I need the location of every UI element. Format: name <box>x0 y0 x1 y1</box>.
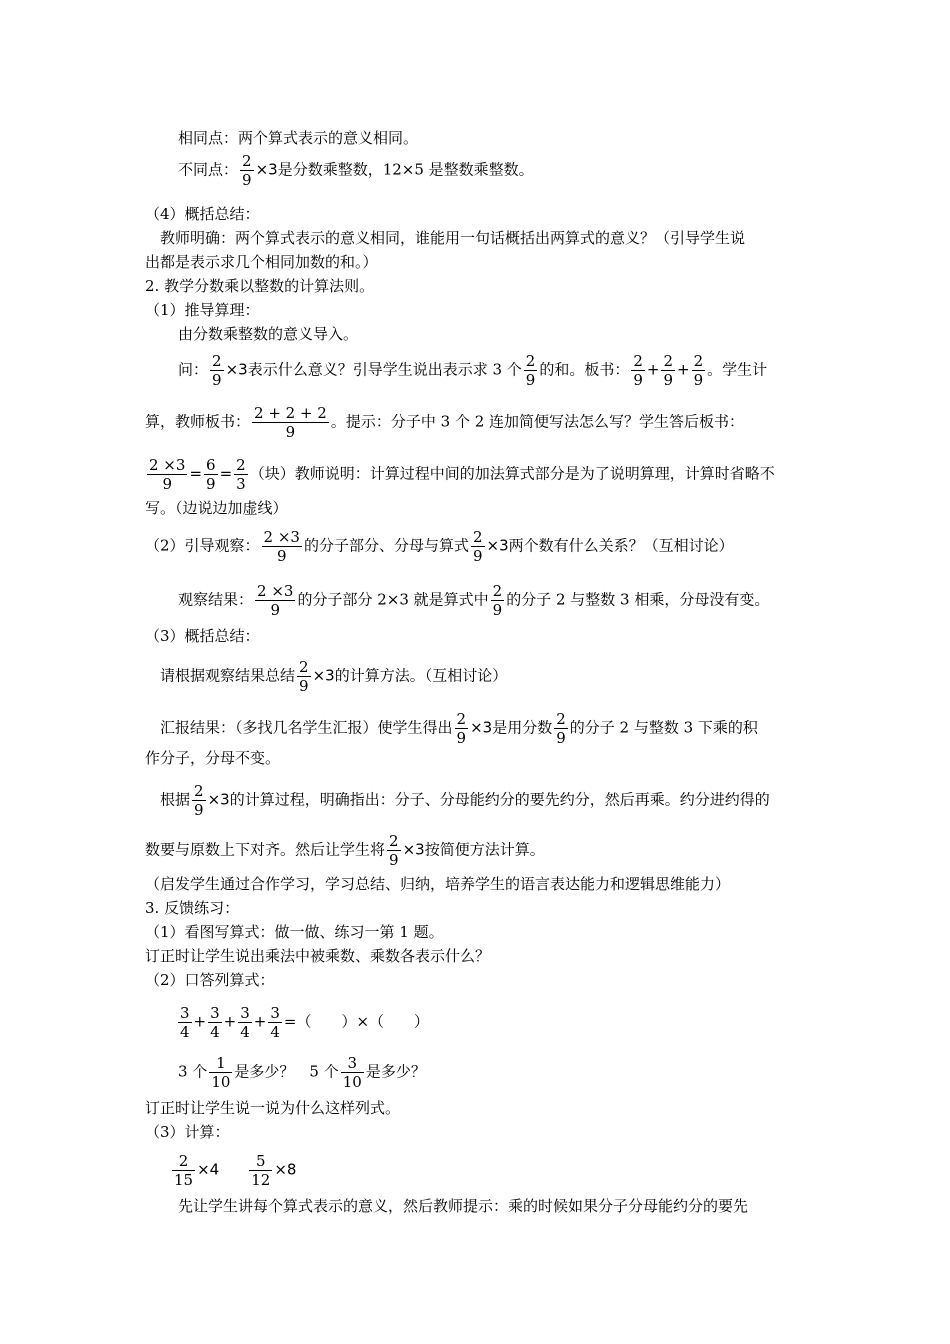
fraction: $\frac{3}{4}$ <box>270 1004 280 1041</box>
paragraph-line: 教师明确：两个算式表示的意义相同，谁能用一句话概括出两算式的意义？（引导学生说 <box>160 229 746 247</box>
fraction: $\frac{2 \times 3}{9}$ <box>149 456 186 493</box>
fraction: $\frac{2}{9}$ <box>492 582 503 619</box>
paragraph-line: 汇报结果：（多找几名学生汇报）使学生得出 $\frac{2}{9}$ ×3是用分数 $\frac{2}{9}$ 的分子 2 与整数 3 下乘的积 <box>160 710 758 747</box>
fraction: $\frac{2}{3}$ <box>236 456 246 493</box>
fraction: $\frac{3}{4}$ <box>210 1004 220 1041</box>
fraction: $\frac{2}{9}$ <box>194 782 204 819</box>
heading-observe: （2）引导观察： $\frac{2 \times 3}{9}$ 的分子部分、分母与算式 $\frac{2}{9}$ ×3两个数有什么关系？（互相讨论） <box>145 528 734 565</box>
fraction: $\frac{2}{9}$ <box>242 152 252 189</box>
line-difference: 不同点： $\frac{2}{9}$ ×3是分数乘整数，12×5 是整数乘整数。 <box>178 152 534 189</box>
fraction: $\frac{2}{9}$ <box>473 528 483 565</box>
fraction: $\frac{6}{9}$ <box>206 456 216 493</box>
heading-section-2: 2. 教学分数乘以整数的计算法则。 <box>145 277 375 295</box>
exercise-expression: $\frac{3}{4}$ + $\frac{3}{4}$ + $\frac{3}{4}$ + $\frac{3}{4}$ =（ ）×（ ） <box>180 1004 430 1041</box>
paragraph-line: 出都是表示求几个相同加数的和。） <box>145 253 378 271</box>
fraction: $\frac{2}{9}$ <box>525 352 536 389</box>
fraction: $\frac{3}{10}$ <box>342 1054 362 1091</box>
fraction: $\frac{5}{12}$ <box>251 1152 271 1189</box>
fraction: $\frac{2}{9}$ <box>663 352 674 389</box>
paragraph-line: 写。（边说边加虚线） <box>145 499 288 517</box>
fraction: $\frac{2 \times 3}{9}$ <box>257 582 294 619</box>
fraction: $\frac{2 + 2 + 2}{9}$ <box>254 404 327 441</box>
paragraph-line: 订正时让学生说一说为什么这样列式。 <box>145 1099 401 1117</box>
heading-calc: （3）计算： <box>145 1123 230 1141</box>
heading-section-3: 3. 反馈练习： <box>145 899 240 917</box>
fraction: $\frac{2}{9}$ <box>556 710 566 747</box>
fraction: $\frac{3}{4}$ <box>240 1004 250 1041</box>
exercise-question: 3 个 $\frac{1}{10}$ 是多少？ 5 个 $\frac{3}{10}$ 是多少？ <box>178 1054 426 1091</box>
paragraph-line: 数要与原数上下对齐。然后让学生将 $\frac{2}{9}$ ×3按简便方法计算。 <box>145 832 545 869</box>
fraction: $\frac{2 \times 3}{9}$ <box>263 528 300 565</box>
paragraph-line: 请根据观察结果总结 $\frac{2}{9}$ ×3的计算方法。（互相讨论） <box>160 658 508 695</box>
paragraph-line: （启发学生通过合作学习，学习总结、归纳，培养学生的语言表达能力和逻辑思维能力） <box>145 875 731 893</box>
fraction: $\frac{2}{9}$ <box>633 352 643 389</box>
fraction: $\frac{2}{9}$ <box>693 352 704 389</box>
line-similarity: 相同点：两个算式表示的意义相同。 <box>178 129 419 147</box>
heading-summary-4: （4）概括总结： <box>145 205 260 223</box>
paragraph-line: 订正时让学生说出乘法中被乘数、乘数各表示什么？ <box>145 947 491 965</box>
fraction: $\frac{2}{15}$ <box>174 1152 194 1189</box>
fraction: $\frac{2}{9}$ <box>456 710 467 747</box>
paragraph-line: 问： $\frac{2}{9}$ ×3表示什么意义？引导学生说出表示求 3 个 $\frac{2}{9}$ 的和。板书： $\frac{2}{9}$ + $\frac{2}{9}$ + $\frac{2}{9}$ 。学生计 <box>178 352 768 389</box>
paragraph-line: 作分子，分母不变。 <box>145 749 281 767</box>
fraction: $\frac{3}{4}$ <box>180 1004 190 1041</box>
paragraph-line: $\frac{2 \times 3}{9}$ = $\frac{6}{9}$ = $\frac{2}{3}$ （块）教师说明：计算过程中间的加法算式部分是为了说明算理，计算时省略不 <box>149 456 775 493</box>
fraction: $\frac{2}{9}$ <box>212 352 222 389</box>
paragraph-line: （1）看图写算式：做一做、练习一第 1 题。 <box>145 923 444 941</box>
heading-summary-3: （3）概括总结： <box>145 627 260 645</box>
heading-derive: （1）推导算理： <box>145 301 260 319</box>
fraction: $\frac{2}{9}$ <box>299 658 309 695</box>
paragraph-line: 根据 $\frac{2}{9}$ ×3的计算过程，明确指出：分子、分母能约分的要先约分，然后再乘。约分进约得的 <box>160 782 770 819</box>
paragraph-line: 算，教师板书： $\frac{2 + 2 + 2}{9}$ 。提示：分子中 3 个 2 连加简便写法怎么写？学生答后板书： <box>145 404 745 441</box>
paragraph-line: 观察结果： $\frac{2 \times 3}{9}$ 的分子部分 2×3 就是算式中 $\frac{2}{9}$ 的分子 2 与整数 3 相乘，分母没有变。 <box>178 582 770 619</box>
exercise-calc: $\frac{2}{15}$ ×4 $\frac{5}{12}$ ×8 <box>174 1152 297 1189</box>
paragraph-line: 先让学生讲每个算式表示的意义，然后教师提示：乘的时候如果分子分母能约分的要先 <box>178 1197 749 1215</box>
fraction: $\frac{1}{10}$ <box>211 1054 231 1091</box>
paragraph-line: 由分数乘整数的意义导入。 <box>178 325 359 343</box>
heading-oral: （2）口答列算式： <box>145 971 275 989</box>
fraction: $\frac{2}{9}$ <box>389 832 399 869</box>
